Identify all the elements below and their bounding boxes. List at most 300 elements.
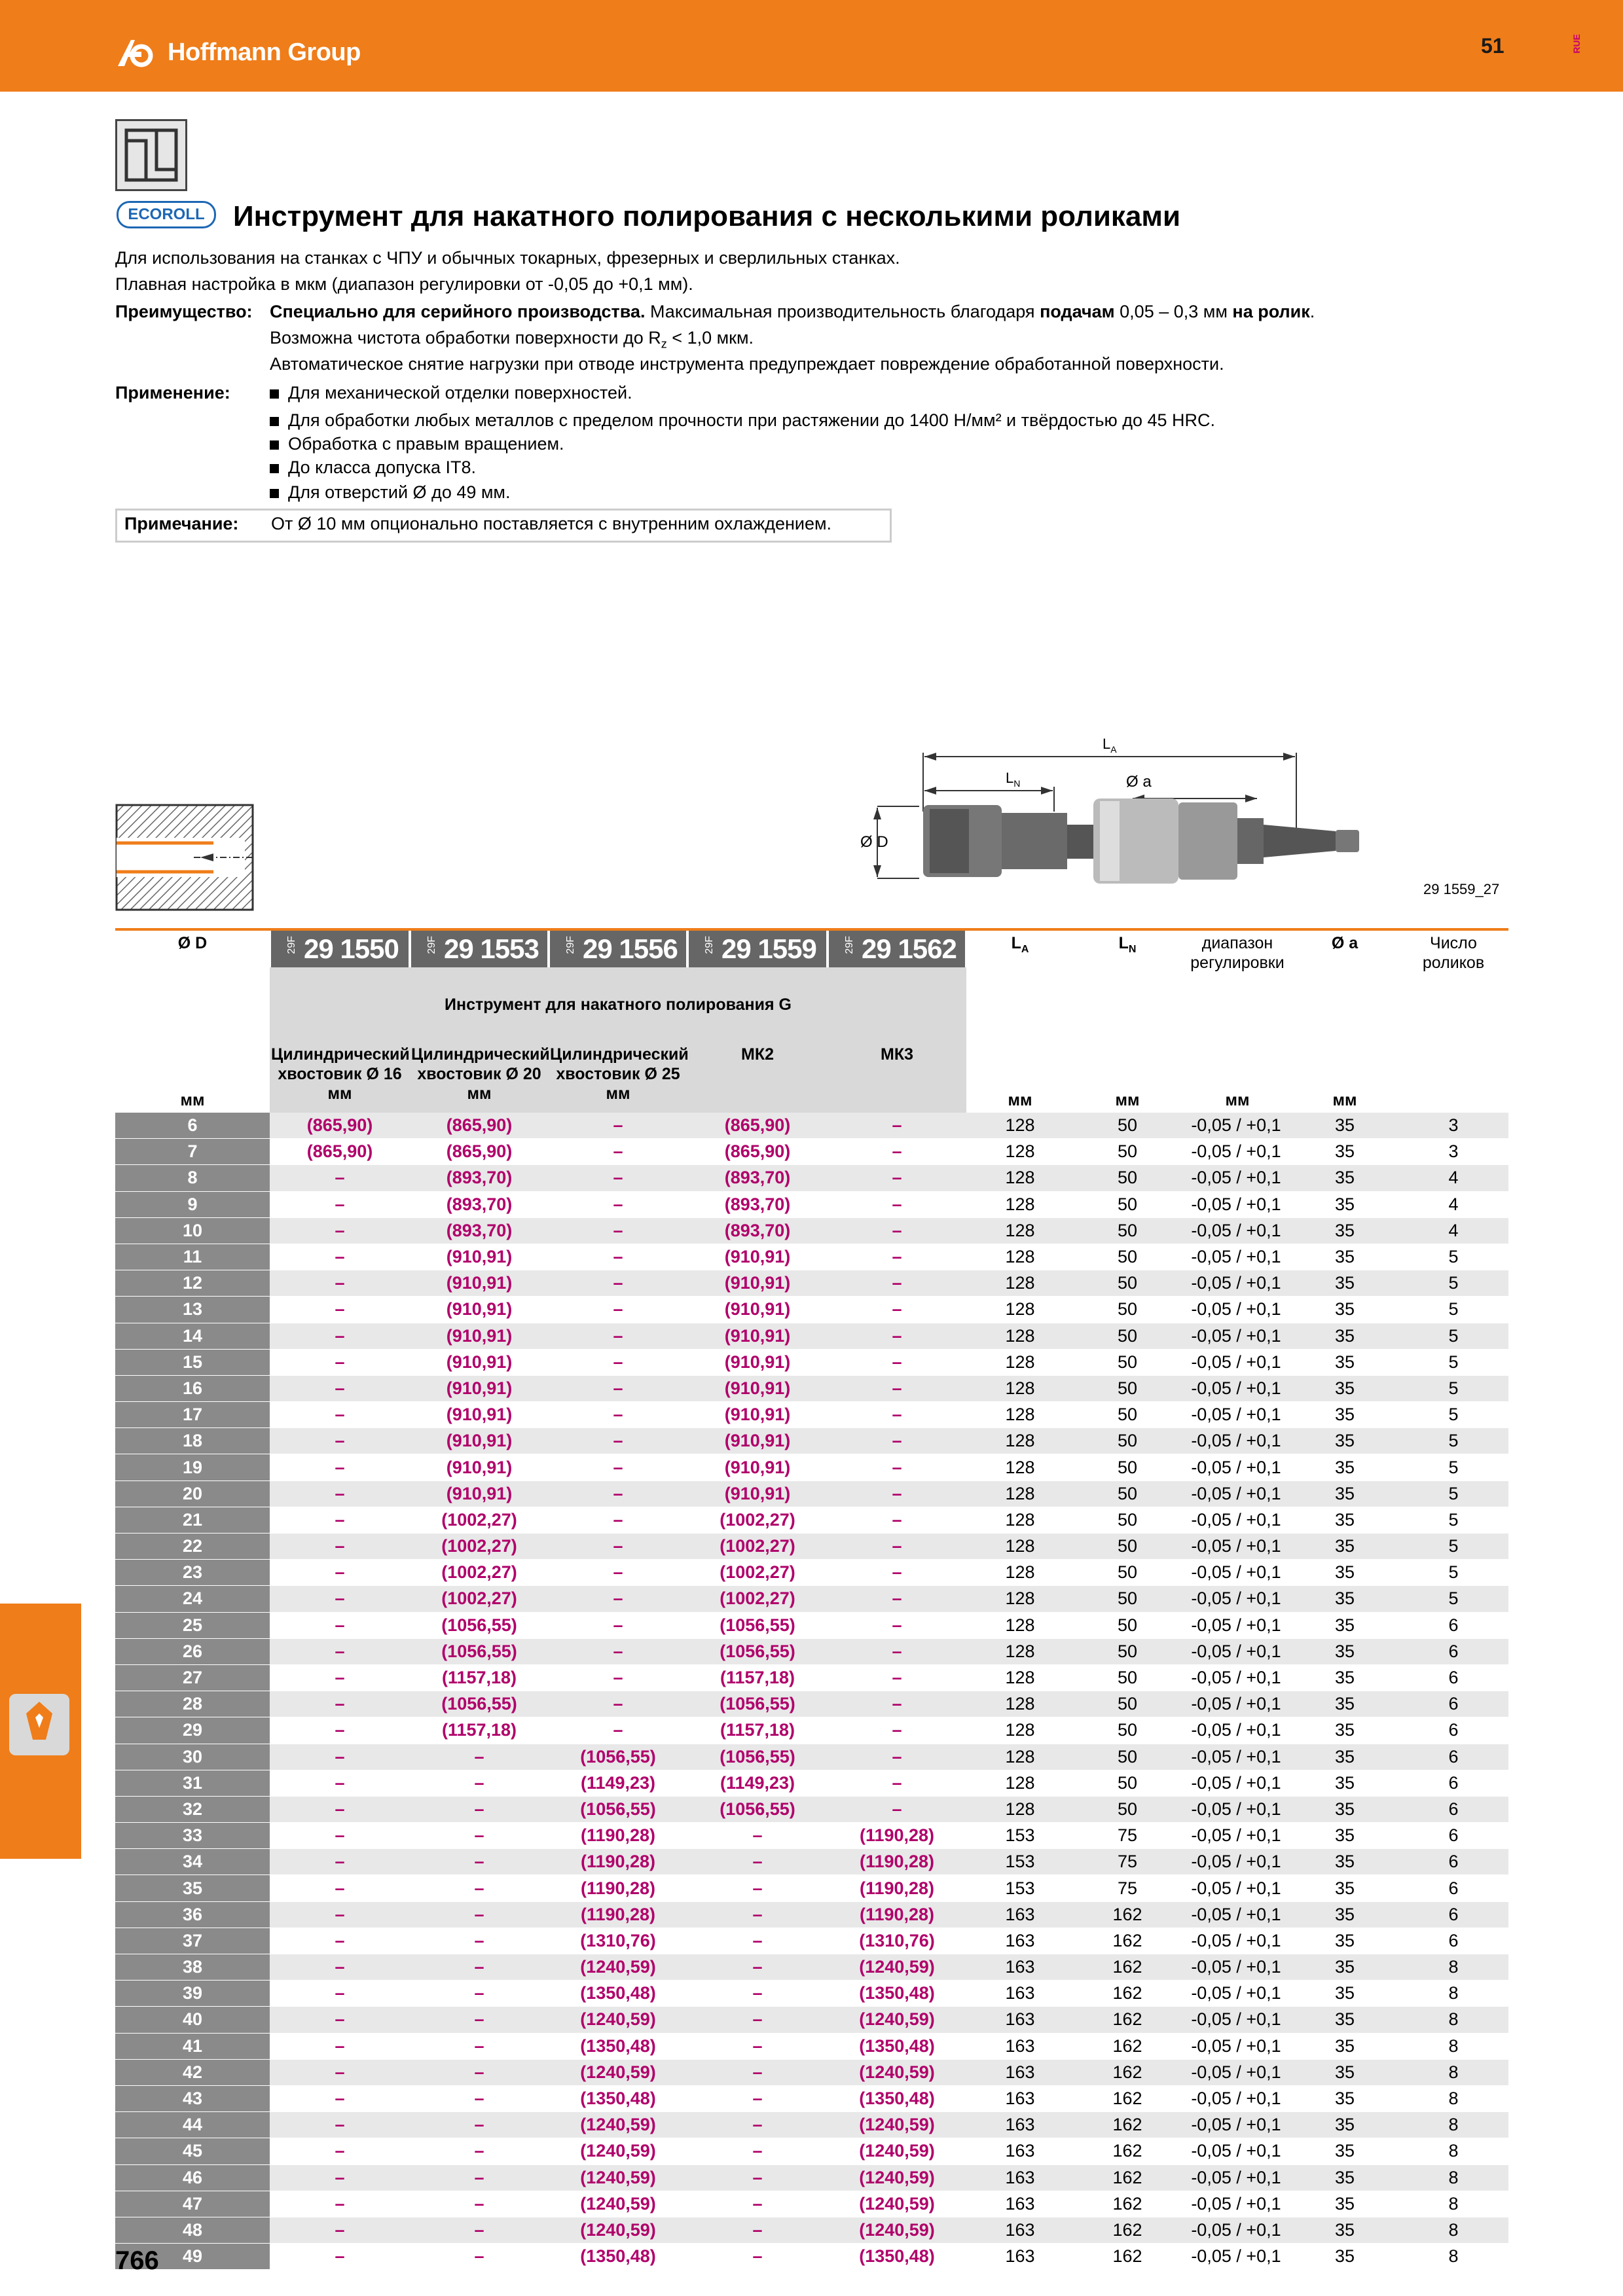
diameter-cell: 6	[115, 1113, 270, 1139]
diameter-cell: 30	[115, 1744, 270, 1770]
table-row	[115, 1901, 1508, 1928]
value-cell: 50	[1074, 1139, 1181, 1165]
table-row	[115, 1454, 1508, 1480]
value-cell: 128	[966, 1664, 1074, 1691]
value-cell: -0,05 / +0,1	[1181, 2112, 1291, 2138]
table-row	[115, 1744, 1508, 1770]
value-cell: 6	[1398, 1638, 1508, 1664]
value-cell: 35	[1291, 1612, 1398, 1638]
intro-line-1: Для использования на станках с ЧПУ и обычных токарных, фрезерных и сверлильных станках.	[115, 248, 900, 268]
price-cell: (1240,59)	[549, 2112, 687, 2138]
value-cell: 35	[1291, 1534, 1398, 1560]
price-cell: (1149,23)	[687, 1770, 828, 1796]
price-cell: –	[270, 2217, 410, 2243]
price-cell: (865,90)	[410, 1113, 549, 1139]
table-row	[115, 2059, 1508, 2085]
price-cell: –	[828, 1165, 966, 1191]
article-number: 29F 29 1559	[689, 931, 826, 967]
value-cell: -0,05 / +0,1	[1181, 1323, 1291, 1349]
price-cell: –	[270, 1981, 410, 2007]
value-cell: -0,05 / +0,1	[1181, 1507, 1291, 1533]
footer-page-number: 766	[115, 2246, 159, 2275]
table-row	[115, 1165, 1508, 1191]
price-cell: (910,91)	[410, 1297, 549, 1323]
diameter-cell: 28	[115, 1691, 270, 1717]
table-row	[115, 1954, 1508, 1981]
table-row	[115, 1586, 1508, 1612]
price-cell: –	[828, 1270, 966, 1297]
price-cell: –	[410, 1796, 549, 1822]
price-cell: (910,91)	[687, 1244, 828, 1270]
value-cell: 35	[1291, 1586, 1398, 1612]
price-cell: (1240,59)	[549, 1954, 687, 1981]
value-cell: 163	[966, 2217, 1074, 2243]
value-cell: 162	[1074, 1954, 1181, 1981]
price-cell: (1190,28)	[549, 1901, 687, 1928]
price-cell: –	[270, 1560, 410, 1586]
diameter-cell: 47	[115, 2191, 270, 2217]
value-cell: 8	[1398, 2007, 1508, 2033]
table-row	[115, 1796, 1508, 1822]
price-cell: (1240,59)	[549, 2007, 687, 2033]
price-cell: –	[549, 1560, 687, 1586]
value-cell: 50	[1074, 1586, 1181, 1612]
diameter-cell: 45	[115, 2138, 270, 2164]
value-cell: 35	[1291, 1717, 1398, 1744]
intro-line-2: Плавная настройка в мкм (диапазон регулировки от -0,05 до +0,1 мм).	[115, 274, 693, 294]
price-cell: –	[270, 1796, 410, 1822]
article-number: 29F 29 1553	[411, 931, 547, 967]
diameter-cell: 12	[115, 1270, 270, 1297]
table-row	[115, 2217, 1508, 2243]
price-cell: (893,70)	[687, 1165, 828, 1191]
price-cell: –	[410, 2138, 549, 2164]
price-cell: –	[410, 1875, 549, 1901]
article-number: 29F 29 1562	[829, 931, 965, 967]
value-cell: 50	[1074, 1402, 1181, 1428]
value-cell: 50	[1074, 1796, 1181, 1822]
table-row	[115, 1664, 1508, 1691]
roughness-text: Возможна чистота обработки поверхности до R	[270, 328, 661, 348]
price-cell: –	[270, 1480, 410, 1507]
value-cell: 8	[1398, 2244, 1508, 2270]
price-cell: –	[549, 1297, 687, 1323]
price-cell: –	[687, 1901, 828, 1928]
value-cell: 50	[1074, 1270, 1181, 1297]
price-cell: –	[828, 1428, 966, 1454]
value-cell: 128	[966, 1717, 1074, 1744]
price-cell: –	[828, 1191, 966, 1217]
value-cell: -0,05 / +0,1	[1181, 2085, 1291, 2111]
value-cell: 162	[1074, 2007, 1181, 2033]
value-cell: -0,05 / +0,1	[1181, 2217, 1291, 2243]
diameter-cell: 7	[115, 1139, 270, 1165]
price-cell: (1190,28)	[549, 1875, 687, 1901]
price-cell: –	[270, 1270, 410, 1297]
value-cell: 6	[1398, 1875, 1508, 1901]
price-cell: (1350,48)	[549, 2085, 687, 2111]
table-row	[115, 1244, 1508, 1270]
price-cell: –	[828, 1454, 966, 1480]
price-cell: –	[410, 2191, 549, 2217]
a-label: Ø a	[1126, 773, 1152, 791]
table-row	[115, 1139, 1508, 1165]
value-cell: -0,05 / +0,1	[1181, 2191, 1291, 2217]
value-cell: 128	[966, 1270, 1074, 1297]
value-cell: 128	[966, 1139, 1074, 1165]
value-cell: 5	[1398, 1375, 1508, 1401]
price-cell: –	[270, 1823, 410, 1849]
value-cell: 50	[1074, 1770, 1181, 1796]
value-cell: 163	[966, 2244, 1074, 2270]
table-row	[115, 1534, 1508, 1560]
price-cell: –	[270, 1875, 410, 1901]
price-cell: –	[687, 2059, 828, 2085]
value-cell: 3	[1398, 1139, 1508, 1165]
brand-logo	[115, 34, 361, 71]
diameter-cell: 35	[115, 1875, 270, 1901]
price-cell: (910,91)	[687, 1323, 828, 1349]
price-cell: (1240,59)	[828, 2191, 966, 2217]
price-cell: (1002,27)	[687, 1507, 828, 1533]
value-cell: 50	[1074, 1349, 1181, 1375]
bullet-icon	[270, 417, 279, 426]
value-cell: 35	[1291, 2191, 1398, 2217]
value-cell: 8	[1398, 1954, 1508, 1981]
value-cell: 8	[1398, 1981, 1508, 2007]
price-cell: –	[549, 1717, 687, 1744]
price-cell: –	[828, 1139, 966, 1165]
diameter-cell: 17	[115, 1402, 270, 1428]
table-row	[115, 1981, 1508, 2007]
value-cell: 35	[1291, 1270, 1398, 1297]
value-cell: 50	[1074, 1717, 1181, 1744]
table-row	[115, 1560, 1508, 1586]
price-cell: –	[549, 1480, 687, 1507]
table-row	[115, 2191, 1508, 2217]
price-cell: –	[270, 1297, 410, 1323]
application-item: Для механической отделки поверхностей.	[270, 380, 632, 406]
application-item: Для обработки любых металлов с пределом прочности при растяжении до 1400 Н/мм² и твёрдостью до 45 HRC.	[270, 407, 1215, 433]
price-cell: (1002,27)	[410, 1586, 549, 1612]
price-cell: (1190,28)	[828, 1875, 966, 1901]
shank-header: Цилиндрический хвостовик Ø 25 мм	[550, 1045, 689, 1103]
value-cell: 153	[966, 1875, 1074, 1901]
price-cell: –	[270, 1428, 410, 1454]
value-cell: 5	[1398, 1560, 1508, 1586]
price-cell: (1190,28)	[828, 1823, 966, 1849]
price-cell: (910,91)	[410, 1480, 549, 1507]
value-cell: 163	[966, 2164, 1074, 2191]
diameter-cell: 44	[115, 2112, 270, 2138]
price-cell: –	[270, 1244, 410, 1270]
price-cell: –	[270, 2164, 410, 2191]
value-cell: 35	[1291, 1954, 1398, 1981]
value-cell: -0,05 / +0,1	[1181, 1297, 1291, 1323]
price-cell: (1240,59)	[828, 2217, 966, 2243]
d-label: Ø D	[860, 833, 888, 851]
value-cell: 162	[1074, 2191, 1181, 2217]
price-cell: (1157,18)	[410, 1717, 549, 1744]
price-cell: (910,91)	[687, 1375, 828, 1401]
price-cell: –	[549, 1612, 687, 1638]
price-cell: –	[828, 1664, 966, 1691]
price-cell: (1002,27)	[410, 1560, 549, 1586]
price-table	[115, 1113, 1508, 2270]
unit-la: мм	[1008, 1091, 1032, 1109]
price-cell: –	[410, 1849, 549, 1875]
price-cell: –	[828, 1507, 966, 1533]
diameter-cell: 8	[115, 1165, 270, 1191]
price-cell: (1240,59)	[549, 2164, 687, 2191]
price-cell: (910,91)	[410, 1454, 549, 1480]
price-cell: –	[549, 1691, 687, 1717]
price-cell: (1240,59)	[828, 2112, 966, 2138]
value-cell: -0,05 / +0,1	[1181, 1534, 1291, 1560]
value-cell: 35	[1291, 1744, 1398, 1770]
price-cell: (1056,55)	[410, 1691, 549, 1717]
value-cell: 50	[1074, 1428, 1181, 1454]
price-cell: –	[549, 1217, 687, 1244]
value-cell: 6	[1398, 1796, 1508, 1822]
value-cell: 128	[966, 1638, 1074, 1664]
value-cell: 6	[1398, 1849, 1508, 1875]
note-label: Примечание:	[124, 514, 239, 533]
price-cell: –	[828, 1480, 966, 1507]
table-row	[115, 1823, 1508, 1849]
price-cell: –	[687, 2085, 828, 2111]
diameter-cell: 43	[115, 2085, 270, 2111]
value-cell: 50	[1074, 1165, 1181, 1191]
price-cell: (1240,59)	[549, 2191, 687, 2217]
price-cell: (1240,59)	[549, 2217, 687, 2243]
price-cell: (910,91)	[687, 1454, 828, 1480]
value-cell: -0,05 / +0,1	[1181, 1744, 1291, 1770]
value-cell: 128	[966, 1217, 1074, 1244]
value-cell: -0,05 / +0,1	[1181, 1981, 1291, 2007]
price-cell: (910,91)	[410, 1375, 549, 1401]
value-cell: 35	[1291, 1901, 1398, 1928]
price-cell: (1350,48)	[549, 1981, 687, 2007]
group-label: Инструмент для накатного полирования G	[445, 996, 792, 1014]
bullet-icon	[270, 489, 279, 498]
price-cell: (1240,59)	[828, 1954, 966, 1981]
price-cell: (910,91)	[410, 1270, 549, 1297]
value-cell: 50	[1074, 1297, 1181, 1323]
price-cell: (1310,76)	[549, 1928, 687, 1954]
value-cell: 35	[1291, 2085, 1398, 2111]
value-cell: -0,05 / +0,1	[1181, 1875, 1291, 1901]
price-cell: –	[270, 1744, 410, 1770]
table-row	[115, 1349, 1508, 1375]
value-cell: 50	[1074, 1744, 1181, 1770]
value-cell: 8	[1398, 2033, 1508, 2059]
price-cell: –	[828, 1691, 966, 1717]
value-cell: 35	[1291, 1691, 1398, 1717]
bullet-icon	[270, 389, 279, 399]
application-item: До класса допуска IT8.	[270, 454, 476, 480]
price-cell: –	[828, 1297, 966, 1323]
value-cell: 50	[1074, 1612, 1181, 1638]
price-cell: –	[270, 1507, 410, 1533]
price-cell: (1002,27)	[687, 1534, 828, 1560]
value-cell: -0,05 / +0,1	[1181, 2164, 1291, 2191]
value-cell: 35	[1291, 1217, 1398, 1244]
table-row	[115, 1612, 1508, 1638]
value-cell: -0,05 / +0,1	[1181, 1928, 1291, 1954]
diameter-cell: 24	[115, 1586, 270, 1612]
price-cell: (1190,28)	[828, 1901, 966, 1928]
catalog-page-number: 51	[1481, 34, 1504, 58]
value-cell: 128	[966, 1297, 1074, 1323]
value-cell: 128	[966, 1796, 1074, 1822]
price-cell: –	[687, 1823, 828, 1849]
price-cell: –	[549, 1534, 687, 1560]
table-row	[115, 1480, 1508, 1507]
value-cell: 50	[1074, 1244, 1181, 1270]
price-cell: –	[828, 1113, 966, 1139]
value-cell: 5	[1398, 1586, 1508, 1612]
price-cell: –	[270, 1717, 410, 1744]
value-cell: 6	[1398, 1901, 1508, 1928]
price-cell: –	[270, 2244, 410, 2270]
value-cell: 128	[966, 1560, 1074, 1586]
price-cell: (1056,55)	[549, 1796, 687, 1822]
bullet-icon	[270, 440, 279, 450]
table-row	[115, 1323, 1508, 1349]
value-cell: -0,05 / +0,1	[1181, 1901, 1291, 1928]
table-row	[115, 2138, 1508, 2164]
value-cell: 5	[1398, 1297, 1508, 1323]
application-label: Применение:	[115, 383, 230, 403]
col-ln-header: $L_N$	[1118, 934, 1137, 955]
price-cell: –	[270, 2138, 410, 2164]
price-cell: –	[828, 1744, 966, 1770]
price-cell: (1056,55)	[687, 1638, 828, 1664]
diameter-cell: 46	[115, 2164, 270, 2191]
price-cell: –	[549, 1375, 687, 1401]
price-cell: (1350,48)	[828, 1981, 966, 2007]
value-cell: 35	[1291, 1560, 1398, 1586]
value-cell: 162	[1074, 2138, 1181, 2164]
drawing-reference: 29 1559_27	[1423, 881, 1500, 897]
col-rollers-header: Число роликов	[1422, 934, 1485, 972]
advantage-text-1: Максимальная производительность благодаря	[645, 302, 1040, 321]
diameter-cell: 20	[115, 1480, 270, 1507]
price-cell: –	[687, 1875, 828, 1901]
article-number: 29F 29 1550	[271, 931, 409, 967]
col-range-header: диапазон регулировки	[1190, 934, 1285, 972]
value-cell: 50	[1074, 1664, 1181, 1691]
value-cell: 35	[1291, 2033, 1398, 2059]
price-cell: –	[549, 1113, 687, 1139]
diameter-cell: 31	[115, 1770, 270, 1796]
value-cell: 8	[1398, 2191, 1508, 2217]
value-cell: 3	[1398, 1113, 1508, 1139]
price-cell: –	[410, 2217, 549, 2243]
value-cell: 128	[966, 1454, 1074, 1480]
value-cell: -0,05 / +0,1	[1181, 1139, 1291, 1165]
table-row	[115, 2007, 1508, 2033]
price-cell: –	[828, 1586, 966, 1612]
roughness-value: < 1,0 мкм.	[666, 328, 754, 348]
price-cell: –	[270, 2085, 410, 2111]
unit-a: мм	[1332, 1091, 1357, 1109]
price-cell: –	[410, 2164, 549, 2191]
value-cell: 163	[966, 2085, 1074, 2111]
table-row	[115, 1507, 1508, 1533]
shank-header: Цилиндрический хвостовик Ø 20 мм	[411, 1045, 550, 1103]
price-cell: –	[549, 1349, 687, 1375]
diameter-cell: 19	[115, 1454, 270, 1480]
value-cell: 6	[1398, 1664, 1508, 1691]
price-cell: –	[410, 2033, 549, 2059]
diameter-cell: 23	[115, 1560, 270, 1586]
diameter-cell: 49	[115, 2244, 270, 2270]
price-cell: (1190,28)	[549, 1823, 687, 1849]
price-cell: (1350,48)	[828, 2033, 966, 2059]
price-cell: (1149,23)	[549, 1770, 687, 1796]
value-cell: 5	[1398, 1270, 1508, 1297]
price-cell: (1350,48)	[549, 2244, 687, 2270]
price-cell: –	[410, 1744, 549, 1770]
table-row	[115, 1375, 1508, 1401]
value-cell: 35	[1291, 2164, 1398, 2191]
value-cell: 75	[1074, 1875, 1181, 1901]
price-cell: –	[828, 1323, 966, 1349]
value-cell: 75	[1074, 1823, 1181, 1849]
price-cell: –	[687, 2007, 828, 2033]
value-cell: -0,05 / +0,1	[1181, 1823, 1291, 1849]
table-row	[115, 1428, 1508, 1454]
advantage-line-1	[270, 298, 1315, 325]
value-cell: 35	[1291, 1664, 1398, 1691]
table-row	[115, 1849, 1508, 1875]
price-cell: –	[270, 1534, 410, 1560]
value-cell: 50	[1074, 1323, 1181, 1349]
value-cell: 35	[1291, 2138, 1398, 2164]
price-cell: (1350,48)	[828, 2244, 966, 2270]
value-cell: 128	[966, 1770, 1074, 1796]
price-cell: –	[270, 1323, 410, 1349]
bore-symbol-icon	[117, 121, 185, 189]
price-cell: –	[270, 1402, 410, 1428]
table-row	[115, 1875, 1508, 1901]
advantage-text-2: 0,05 – 0,3 мм	[1114, 302, 1233, 321]
value-cell: 163	[966, 1928, 1074, 1954]
value-cell: 35	[1291, 1297, 1398, 1323]
price-cell: (893,70)	[410, 1165, 549, 1191]
value-cell: 35	[1291, 1402, 1398, 1428]
value-cell: 162	[1074, 2112, 1181, 2138]
value-cell: 163	[966, 1981, 1074, 2007]
price-cell: (865,90)	[270, 1139, 410, 1165]
value-cell: 128	[966, 1191, 1074, 1217]
table-row	[115, 1113, 1508, 1139]
value-cell: -0,05 / +0,1	[1181, 1113, 1291, 1139]
value-cell: 35	[1291, 1928, 1398, 1954]
value-cell: 35	[1291, 1770, 1398, 1796]
value-cell: 35	[1291, 1507, 1398, 1533]
value-cell: -0,05 / +0,1	[1181, 1244, 1291, 1270]
price-cell: –	[828, 1638, 966, 1664]
price-cell: (1240,59)	[549, 2059, 687, 2085]
value-cell: 8	[1398, 2217, 1508, 2243]
value-cell: 50	[1074, 1507, 1181, 1533]
value-cell: -0,05 / +0,1	[1181, 1402, 1291, 1428]
diameter-cell: 33	[115, 1823, 270, 1849]
value-cell: 163	[966, 2112, 1074, 2138]
